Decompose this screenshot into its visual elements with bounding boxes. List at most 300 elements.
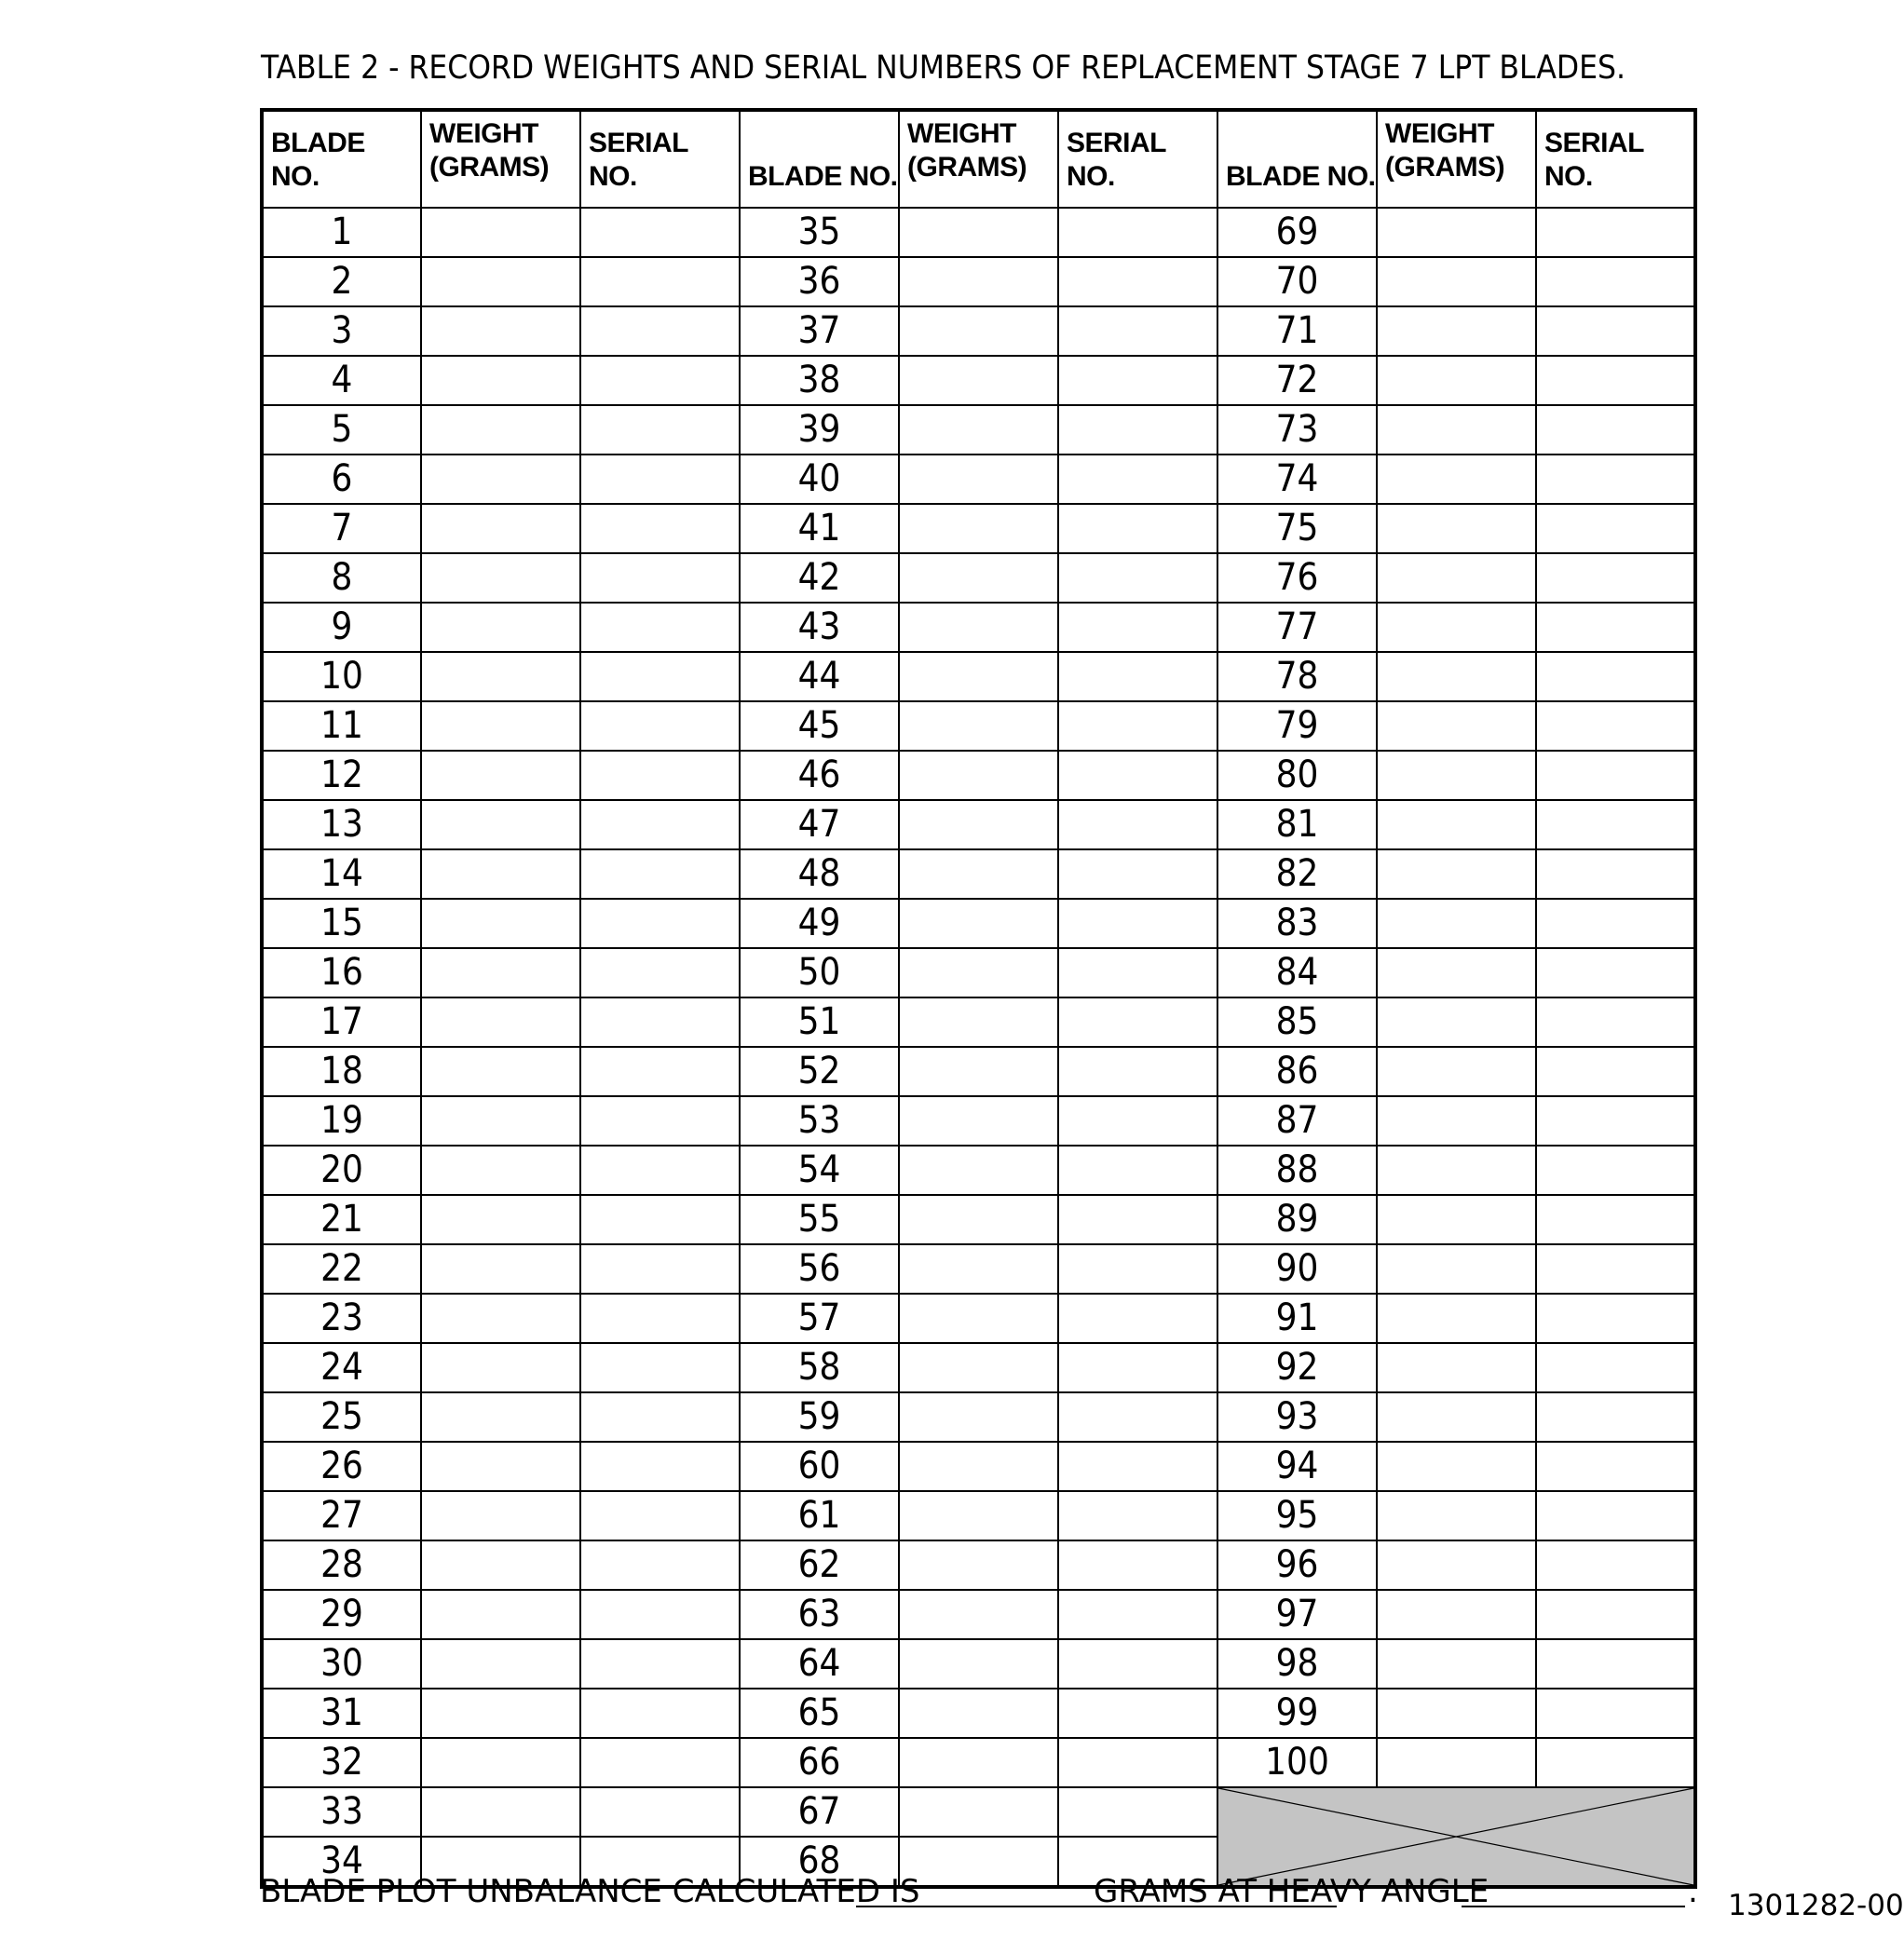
- serial-entry-cell[interactable]: [1536, 1146, 1695, 1195]
- serial-entry-cell[interactable]: [1058, 356, 1217, 405]
- weight-entry-cell[interactable]: [1377, 1392, 1536, 1442]
- weight-entry-cell[interactable]: [1377, 1639, 1536, 1689]
- blade-number-cell: 55: [740, 1195, 899, 1244]
- weight-entry-cell[interactable]: [899, 1096, 1058, 1146]
- weight-entry-cell[interactable]: [421, 1442, 580, 1491]
- serial-entry-cell[interactable]: [580, 1540, 740, 1590]
- serial-entry-cell[interactable]: [1058, 1244, 1217, 1294]
- serial-entry-cell[interactable]: [580, 1343, 740, 1392]
- blade-number-cell: 6: [262, 455, 421, 504]
- serial-entry-cell[interactable]: [1058, 1195, 1217, 1244]
- weight-entry-cell[interactable]: [1377, 1343, 1536, 1392]
- weight-entry-cell[interactable]: [899, 1590, 1058, 1639]
- serial-entry-cell[interactable]: [580, 1392, 740, 1442]
- table-row: [262, 1392, 1695, 1442]
- serial-entry-cell[interactable]: [1058, 899, 1217, 948]
- weight-entry-cell[interactable]: [421, 1294, 580, 1343]
- blade-number-cell: 70: [1217, 257, 1377, 306]
- blade-number-cell: 14: [262, 849, 421, 899]
- weight-entry-cell[interactable]: [421, 553, 580, 603]
- weight-entry-cell[interactable]: [899, 208, 1058, 257]
- table-title: TABLE 2 - RECORD WEIGHTS AND SERIAL NUMBERS OF REPLACEMENT STAGE 7 LPT BLADES.: [261, 49, 1626, 87]
- blade-number-cell: 29: [262, 1590, 421, 1639]
- serial-entry-cell[interactable]: [1058, 553, 1217, 603]
- blade-number-cell: 96: [1217, 1540, 1377, 1590]
- serial-entry-cell[interactable]: [1058, 455, 1217, 504]
- weight-entry-cell[interactable]: [1377, 306, 1536, 356]
- serial-entry-cell[interactable]: [1058, 849, 1217, 899]
- weight-entry-cell[interactable]: [421, 1195, 580, 1244]
- weight-entry-cell[interactable]: [421, 751, 580, 800]
- weight-entry-cell[interactable]: [421, 1639, 580, 1689]
- blade-number-cell: 16: [262, 948, 421, 997]
- weight-entry-cell[interactable]: [899, 751, 1058, 800]
- weight-entry-cell[interactable]: [421, 504, 580, 553]
- weight-entry-cell[interactable]: [899, 306, 1058, 356]
- serial-entry-cell[interactable]: [580, 997, 740, 1047]
- weight-entry-cell[interactable]: [899, 1689, 1058, 1738]
- blade-number-cell: 63: [740, 1590, 899, 1639]
- serial-entry-cell[interactable]: [580, 1047, 740, 1096]
- serial-entry-cell[interactable]: [1536, 701, 1695, 751]
- table-body: [262, 208, 1695, 1887]
- serial-entry-cell[interactable]: [1058, 800, 1217, 849]
- serial-entry-cell[interactable]: [1058, 257, 1217, 306]
- weight-entry-cell[interactable]: [899, 800, 1058, 849]
- blade-number-cell: 3: [262, 306, 421, 356]
- weight-entry-cell[interactable]: [1377, 1540, 1536, 1590]
- serial-entry-cell[interactable]: [1536, 1244, 1695, 1294]
- serial-entry-cell[interactable]: [1058, 652, 1217, 701]
- blade-number-cell: 28: [262, 1540, 421, 1590]
- serial-entry-cell[interactable]: [1058, 504, 1217, 553]
- blade-number-cell: 40: [740, 455, 899, 504]
- weight-entry-cell[interactable]: [899, 504, 1058, 553]
- serial-entry-cell[interactable]: [580, 1195, 740, 1244]
- weight-entry-cell[interactable]: [421, 257, 580, 306]
- table-row: [262, 1738, 1695, 1787]
- weight-entry-cell[interactable]: [421, 1146, 580, 1195]
- weight-entry-cell[interactable]: [1377, 1244, 1536, 1294]
- serial-entry-cell[interactable]: [1536, 1738, 1695, 1787]
- serial-entry-cell[interactable]: [1536, 1540, 1695, 1590]
- serial-entry-cell[interactable]: [580, 948, 740, 997]
- serial-entry-cell[interactable]: [580, 306, 740, 356]
- blade-number-cell: 19: [262, 1096, 421, 1146]
- blade-number-cell: 88: [1217, 1146, 1377, 1195]
- weight-entry-cell[interactable]: [421, 800, 580, 849]
- blade-number-cell: 15: [262, 899, 421, 948]
- blade-number-cell: 72: [1217, 356, 1377, 405]
- serial-entry-cell[interactable]: [1536, 306, 1695, 356]
- weight-entry-cell[interactable]: [899, 603, 1058, 652]
- weight-entry-cell[interactable]: [421, 701, 580, 751]
- weight-entry-cell[interactable]: [899, 257, 1058, 306]
- serial-entry-cell[interactable]: [580, 1738, 740, 1787]
- weight-entry-cell[interactable]: [421, 1392, 580, 1442]
- blade-number-cell: 98: [1217, 1639, 1377, 1689]
- blade-number-cell: 31: [262, 1689, 421, 1738]
- weight-entry-cell[interactable]: [421, 1590, 580, 1639]
- serial-entry-cell[interactable]: [1058, 1639, 1217, 1689]
- blade-number-cell: 85: [1217, 997, 1377, 1047]
- weight-entry-cell[interactable]: [899, 1294, 1058, 1343]
- weight-entry-cell[interactable]: [899, 1195, 1058, 1244]
- serial-entry-cell[interactable]: [1536, 1195, 1695, 1244]
- weight-entry-cell[interactable]: [1377, 800, 1536, 849]
- serial-entry-cell[interactable]: [1058, 1096, 1217, 1146]
- blade-number-cell: 74: [1217, 455, 1377, 504]
- weight-entry-cell[interactable]: [899, 948, 1058, 997]
- weight-entry-cell[interactable]: [1377, 701, 1536, 751]
- serial-entry-cell[interactable]: [1058, 1689, 1217, 1738]
- serial-entry-cell[interactable]: [1536, 208, 1695, 257]
- serial-entry-cell[interactable]: [580, 405, 740, 455]
- serial-entry-cell[interactable]: [1058, 1738, 1217, 1787]
- weight-entry-cell[interactable]: [421, 603, 580, 652]
- serial-entry-cell[interactable]: [580, 208, 740, 257]
- weight-entry-cell[interactable]: [899, 455, 1058, 504]
- table-row: [262, 1096, 1695, 1146]
- weight-entry-cell[interactable]: [1377, 208, 1536, 257]
- weight-entry-cell[interactable]: [1377, 1195, 1536, 1244]
- serial-entry-cell[interactable]: [1536, 603, 1695, 652]
- weight-entry-cell[interactable]: [421, 948, 580, 997]
- serial-entry-cell[interactable]: [580, 1491, 740, 1540]
- serial-entry-cell[interactable]: [1536, 1294, 1695, 1343]
- serial-entry-cell[interactable]: [1536, 1639, 1695, 1689]
- blade-number-cell: 42: [740, 553, 899, 603]
- blade-number-cell: 86: [1217, 1047, 1377, 1096]
- serial-entry-cell[interactable]: [1536, 751, 1695, 800]
- table-row: [262, 849, 1695, 899]
- weight-entry-cell[interactable]: [421, 1244, 580, 1294]
- serial-entry-cell[interactable]: [580, 849, 740, 899]
- table-row: [262, 1047, 1695, 1096]
- weight-entry-cell[interactable]: [899, 1738, 1058, 1787]
- weight-entry-cell[interactable]: [1377, 553, 1536, 603]
- weight-entry-cell[interactable]: [899, 1491, 1058, 1540]
- serial-entry-cell[interactable]: [1536, 800, 1695, 849]
- table-row: [262, 1244, 1695, 1294]
- table-row: [262, 751, 1695, 800]
- serial-entry-cell[interactable]: [580, 455, 740, 504]
- blade-number-cell: 4: [262, 356, 421, 405]
- blade-number-cell: 80: [1217, 751, 1377, 800]
- table-row: [262, 1639, 1695, 1689]
- weight-entry-cell[interactable]: [1377, 1047, 1536, 1096]
- blade-number-cell: 17: [262, 997, 421, 1047]
- serial-entry-cell[interactable]: [1536, 948, 1695, 997]
- serial-entry-cell[interactable]: [1536, 997, 1695, 1047]
- weight-entry-cell[interactable]: [421, 1343, 580, 1392]
- blade-number-cell: 36: [740, 257, 899, 306]
- serial-entry-cell[interactable]: [1058, 751, 1217, 800]
- table-row: [262, 1195, 1695, 1244]
- blade-number-cell: 2: [262, 257, 421, 306]
- serial-entry-cell[interactable]: [580, 1294, 740, 1343]
- table-row: [262, 701, 1695, 751]
- serial-entry-cell[interactable]: [580, 356, 740, 405]
- table-row: [262, 1787, 1695, 1837]
- serial-entry-cell[interactable]: [1536, 1392, 1695, 1442]
- weight-entry-cell[interactable]: [421, 1540, 580, 1590]
- serial-entry-cell[interactable]: [580, 1096, 740, 1146]
- serial-entry-cell[interactable]: [1536, 257, 1695, 306]
- blade-number-cell: 18: [262, 1047, 421, 1096]
- blade-number-cell: 94: [1217, 1442, 1377, 1491]
- serial-entry-cell[interactable]: [1058, 1047, 1217, 1096]
- serial-entry-cell[interactable]: [580, 603, 740, 652]
- weight-entry-cell[interactable]: [899, 701, 1058, 751]
- table-row: [262, 603, 1695, 652]
- serial-entry-cell[interactable]: [1058, 1343, 1217, 1392]
- weight-entry-cell[interactable]: [1377, 849, 1536, 899]
- table-row: [262, 356, 1695, 405]
- weight-entry-cell[interactable]: [1377, 405, 1536, 455]
- blade-record-table-container: [260, 108, 1696, 1882]
- blade-number-cell: 66: [740, 1738, 899, 1787]
- weight-entry-cell[interactable]: [1377, 1096, 1536, 1146]
- serial-entry-cell[interactable]: [1536, 652, 1695, 701]
- serial-entry-cell[interactable]: [580, 1590, 740, 1639]
- weight-entry-cell[interactable]: [899, 1392, 1058, 1442]
- serial-entry-cell[interactable]: [1058, 1442, 1217, 1491]
- header-weight-1: [421, 110, 580, 208]
- serial-entry-cell[interactable]: [1058, 405, 1217, 455]
- serial-entry-cell[interactable]: [1536, 553, 1695, 603]
- serial-entry-cell[interactable]: [1536, 1343, 1695, 1392]
- serial-entry-cell[interactable]: [1058, 1146, 1217, 1195]
- blade-number-cell: 10: [262, 652, 421, 701]
- blade-number-cell: 30: [262, 1639, 421, 1689]
- serial-entry-cell[interactable]: [1058, 603, 1217, 652]
- weight-entry-cell[interactable]: [1377, 1689, 1536, 1738]
- weight-entry-cell[interactable]: [421, 455, 580, 504]
- blade-number-cell: 56: [740, 1244, 899, 1294]
- blade-number-cell: 92: [1217, 1343, 1377, 1392]
- blade-number-cell: 44: [740, 652, 899, 701]
- blade-number-cell: 21: [262, 1195, 421, 1244]
- weight-entry-cell[interactable]: [1377, 1590, 1536, 1639]
- serial-entry-cell[interactable]: [1058, 997, 1217, 1047]
- serial-entry-cell[interactable]: [1058, 1787, 1217, 1837]
- serial-entry-cell[interactable]: [580, 652, 740, 701]
- header-weight-line1: WEIGHT: [429, 118, 538, 149]
- serial-entry-cell[interactable]: [1536, 1047, 1695, 1096]
- serial-entry-cell[interactable]: [580, 553, 740, 603]
- blade-number-cell: 77: [1217, 603, 1377, 652]
- table-row: [262, 1491, 1695, 1540]
- weight-entry-cell[interactable]: [421, 356, 580, 405]
- blade-number-cell: 45: [740, 701, 899, 751]
- weight-entry-cell[interactable]: [1377, 603, 1536, 652]
- weight-entry-cell[interactable]: [899, 997, 1058, 1047]
- serial-entry-cell[interactable]: [1058, 1392, 1217, 1442]
- weight-entry-cell[interactable]: [899, 899, 1058, 948]
- serial-entry-cell[interactable]: [1058, 1590, 1217, 1639]
- unbalance-label: BLADE PLOT UNBALANCE CALCULATED IS: [260, 1873, 920, 1910]
- header-serial-no-2: SERIAL NO.: [1058, 110, 1217, 208]
- weight-entry-cell[interactable]: [421, 652, 580, 701]
- weight-entry-cell[interactable]: [899, 356, 1058, 405]
- table-row: [262, 1689, 1695, 1738]
- header-serial-no-3: SERIAL NO.: [1536, 110, 1695, 208]
- blade-number-cell: 38: [740, 356, 899, 405]
- serial-entry-cell[interactable]: [1536, 405, 1695, 455]
- blade-number-cell: 60: [740, 1442, 899, 1491]
- weight-entry-cell[interactable]: [1377, 997, 1536, 1047]
- blade-number-cell: 62: [740, 1540, 899, 1590]
- weight-entry-cell[interactable]: [1377, 504, 1536, 553]
- serial-entry-cell[interactable]: [1058, 1294, 1217, 1343]
- blade-number-cell: 95: [1217, 1491, 1377, 1540]
- weight-entry-cell[interactable]: [421, 1787, 580, 1837]
- weight-entry-cell[interactable]: [899, 1047, 1058, 1096]
- blade-number-cell: 91: [1217, 1294, 1377, 1343]
- blade-number-cell: 100: [1217, 1738, 1377, 1787]
- blade-number-cell: 8: [262, 553, 421, 603]
- serial-entry-cell[interactable]: [580, 1146, 740, 1195]
- serial-entry-cell[interactable]: [1536, 1689, 1695, 1738]
- blade-number-cell: 11: [262, 701, 421, 751]
- serial-entry-cell[interactable]: [580, 1689, 740, 1738]
- blade-number-cell: 83: [1217, 899, 1377, 948]
- table-row: [262, 553, 1695, 603]
- weight-entry-cell[interactable]: [421, 1491, 580, 1540]
- footer-end-mark: .: [1688, 1873, 1698, 1910]
- weight-entry-cell[interactable]: [899, 1639, 1058, 1689]
- weight-entry-cell[interactable]: [421, 1047, 580, 1096]
- weight-entry-cell[interactable]: [1377, 1146, 1536, 1195]
- serial-entry-cell[interactable]: [1058, 1491, 1217, 1540]
- serial-entry-cell[interactable]: [1536, 455, 1695, 504]
- weight-entry-cell[interactable]: [421, 1738, 580, 1787]
- weight-entry-cell[interactable]: [421, 899, 580, 948]
- weight-entry-cell[interactable]: [421, 1689, 580, 1738]
- blade-number-cell: 33: [262, 1787, 421, 1837]
- weight-entry-cell[interactable]: [1377, 1738, 1536, 1787]
- blade-number-cell: 13: [262, 800, 421, 849]
- weight-entry-cell[interactable]: [1377, 1491, 1536, 1540]
- blade-number-cell: 47: [740, 800, 899, 849]
- table-row: [262, 1343, 1695, 1392]
- table-row: [262, 257, 1695, 306]
- header-blade-no-1: BLADE NO.: [262, 110, 421, 208]
- weight-entry-cell[interactable]: [1377, 1442, 1536, 1491]
- blade-number-cell: 84: [1217, 948, 1377, 997]
- weight-entry-cell[interactable]: [1377, 455, 1536, 504]
- weight-entry-cell[interactable]: [899, 1146, 1058, 1195]
- header-serial-no-1: SERIAL NO.: [580, 110, 740, 208]
- header-weight-line2: (GRAMS): [429, 152, 550, 183]
- header-blade-no-2: BLADE NO.: [740, 110, 899, 208]
- blade-number-cell: 68: [740, 1837, 899, 1887]
- blade-number-cell: 39: [740, 405, 899, 455]
- blade-number-cell: 61: [740, 1491, 899, 1540]
- blade-number-cell: 22: [262, 1244, 421, 1294]
- weight-entry-cell[interactable]: [1377, 356, 1536, 405]
- serial-entry-cell[interactable]: [580, 701, 740, 751]
- weight-entry-cell[interactable]: [421, 306, 580, 356]
- serial-entry-cell[interactable]: [580, 1244, 740, 1294]
- weight-entry-cell[interactable]: [899, 1442, 1058, 1491]
- serial-entry-cell[interactable]: [580, 800, 740, 849]
- serial-entry-cell[interactable]: [1058, 948, 1217, 997]
- blade-number-cell: 12: [262, 751, 421, 800]
- serial-entry-cell[interactable]: [1536, 899, 1695, 948]
- weight-entry-cell[interactable]: [1377, 1294, 1536, 1343]
- serial-entry-cell[interactable]: [580, 1787, 740, 1837]
- serial-entry-cell[interactable]: [1536, 1491, 1695, 1540]
- weight-entry-cell[interactable]: [899, 1244, 1058, 1294]
- blade-number-cell: 20: [262, 1146, 421, 1195]
- serial-entry-cell[interactable]: [1058, 1540, 1217, 1590]
- blade-number-cell: 49: [740, 899, 899, 948]
- table-row: [262, 997, 1695, 1047]
- weight-entry-cell[interactable]: [1377, 948, 1536, 997]
- serial-entry-cell[interactable]: [1536, 1096, 1695, 1146]
- blade-number-cell: 78: [1217, 652, 1377, 701]
- serial-entry-cell[interactable]: [580, 899, 740, 948]
- blade-number-cell: 82: [1217, 849, 1377, 899]
- serial-entry-cell[interactable]: [1536, 849, 1695, 899]
- weight-entry-cell[interactable]: [1377, 751, 1536, 800]
- weight-entry-cell[interactable]: [899, 652, 1058, 701]
- serial-entry-cell[interactable]: [1536, 1442, 1695, 1491]
- table-row: [262, 1294, 1695, 1343]
- serial-entry-cell[interactable]: [580, 257, 740, 306]
- serial-entry-cell[interactable]: [1536, 356, 1695, 405]
- serial-entry-cell[interactable]: [1536, 504, 1695, 553]
- serial-entry-cell[interactable]: [1536, 1590, 1695, 1639]
- weight-entry-cell[interactable]: [421, 1096, 580, 1146]
- blade-number-cell: 48: [740, 849, 899, 899]
- header-weight-line1: WEIGHT: [1385, 118, 1494, 149]
- heavy-angle-blank[interactable]: [1462, 1906, 1685, 1907]
- header-weight-2: [899, 110, 1058, 208]
- table-row: [262, 948, 1695, 997]
- weight-entry-cell[interactable]: [421, 208, 580, 257]
- weight-entry-cell[interactable]: [1377, 652, 1536, 701]
- serial-entry-cell[interactable]: [580, 1639, 740, 1689]
- blade-number-cell: 32: [262, 1738, 421, 1787]
- weight-entry-cell[interactable]: [899, 849, 1058, 899]
- weight-entry-cell[interactable]: [1377, 899, 1536, 948]
- serial-entry-cell[interactable]: [1058, 306, 1217, 356]
- weight-entry-cell[interactable]: [421, 849, 580, 899]
- serial-entry-cell[interactable]: [580, 751, 740, 800]
- serial-entry-cell[interactable]: [1058, 208, 1217, 257]
- table-row: [262, 455, 1695, 504]
- blade-number-cell: 59: [740, 1392, 899, 1442]
- weight-entry-cell[interactable]: [899, 1343, 1058, 1392]
- weight-entry-cell[interactable]: [421, 997, 580, 1047]
- weight-entry-cell[interactable]: [899, 405, 1058, 455]
- header-weight-3: [1377, 110, 1536, 208]
- weight-entry-cell[interactable]: [899, 553, 1058, 603]
- weight-entry-cell[interactable]: [421, 405, 580, 455]
- serial-entry-cell[interactable]: [580, 1442, 740, 1491]
- weight-entry-cell[interactable]: [1377, 257, 1536, 306]
- blade-number-cell: 93: [1217, 1392, 1377, 1442]
- weight-entry-cell[interactable]: [899, 1540, 1058, 1590]
- weight-entry-cell[interactable]: [899, 1787, 1058, 1837]
- serial-entry-cell[interactable]: [580, 504, 740, 553]
- blade-number-cell: 50: [740, 948, 899, 997]
- blade-number-cell: 24: [262, 1343, 421, 1392]
- serial-entry-cell[interactable]: [1058, 701, 1217, 751]
